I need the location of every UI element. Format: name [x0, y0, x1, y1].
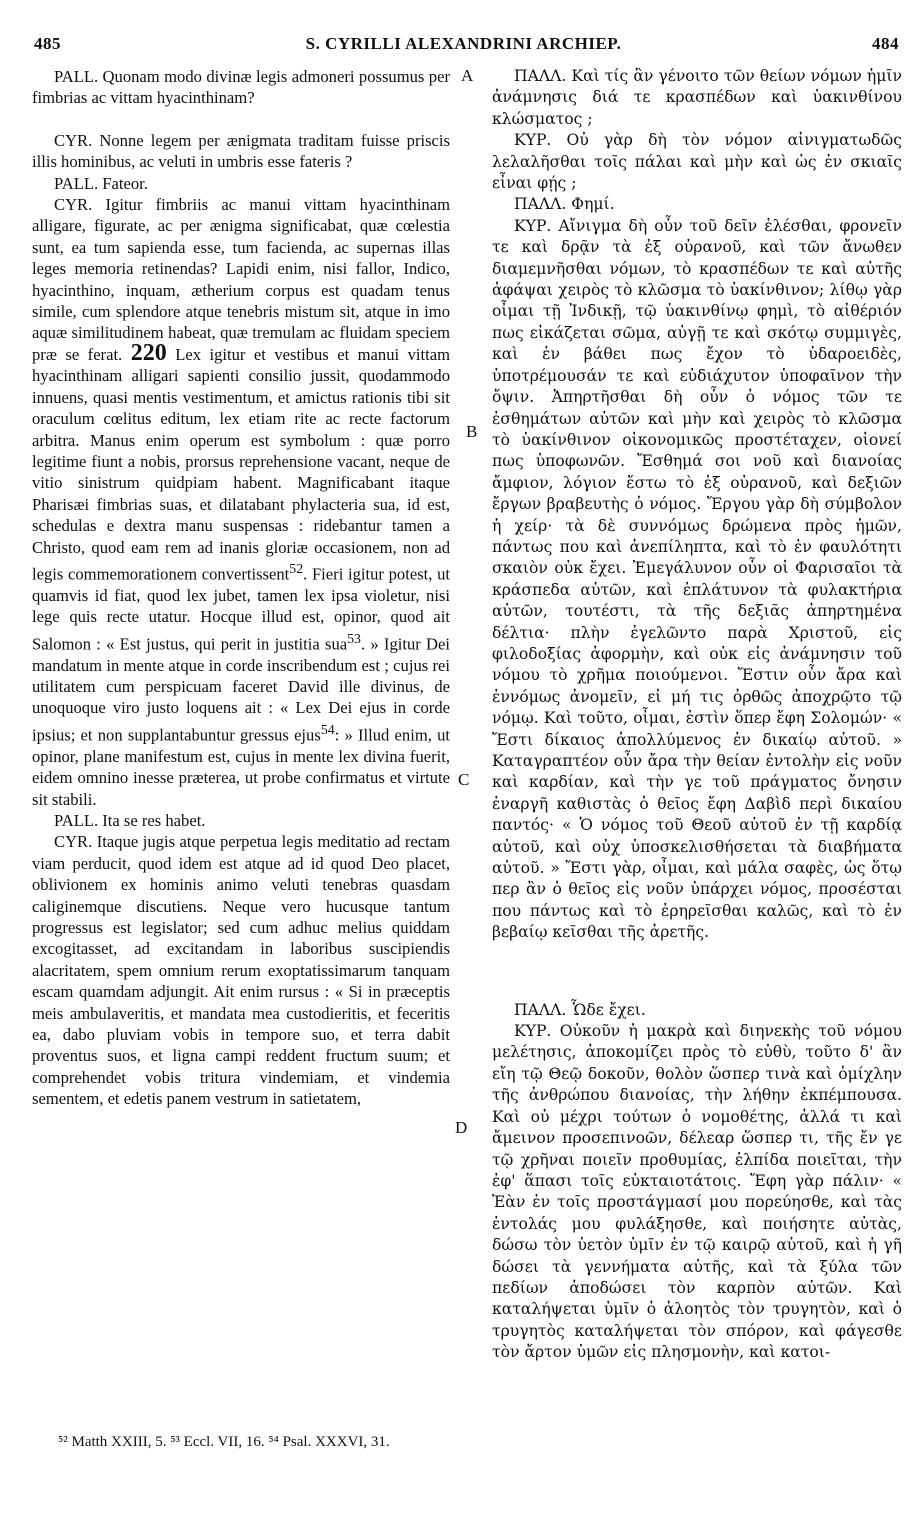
margin-letter-c: C — [458, 770, 470, 789]
latin-cyr-2-part-a: CYR. Igitur fimbriis ac manui vittam hyacinthinam alligare, figurate, ac per ænigma significabat, quæ cœlestia sunt, ea tum sapienda esse, tum facienda, ac supernas illas leges memoria retinendas? Lapidi enim, nisi fallor, Indico, hyacinthino, inquam, ætherium corpus est quadam tenus simile, cum splendore atque tenebris mistum sit, atque in imo aquæ similitudinem habeat, quæ tremulam ac fluidam speciem præ se ferat. — [32, 195, 450, 364]
greek-para-pall-2: ΠΑΛΛ. Φημί. — [514, 195, 615, 214]
footnote-ref-52: 52 — [289, 560, 304, 576]
margin-letter-d: D — [455, 1118, 468, 1137]
margin-letter-a: A — [461, 66, 474, 85]
latin-para-cyr-1: CYR. Nonne legem per ænigmata traditam fuisse priscis illis hominibus, ac veluti in umbris esse fateris ? — [32, 130, 450, 172]
latin-para-pall-3: PALL. Ita se res habet. — [54, 811, 206, 830]
greek-para-pall-3: ΠΑΛΛ. Ὧδε ἔχει. — [514, 1000, 646, 1019]
left-page-number: 485 — [34, 34, 61, 53]
latin-para-cyr-3: CYR. Itaque jugis atque perpetua legis meditatio ad rectam viam perducit, quod idem est atque ad id quod Deo placet, oblivionem ex hominis animo veluti tenebras quasdam caliginemque discutiens. Neque vero hucusque tantum progressus est legislator; sed cum adhuc melius quiddam excogitasset, ad excitandam in laboribus suscipiendis alacritatem, spem omnium rerum exoptatissimarum tanquam escam quamdam adjungit. Ait enim rursus : « Si in præceptis meis ambulaveritis, et mandata mea custodieritis, et feceritis ea, dabo pluviam vobis in tempore suo, et terra dabit proventus suos, et ligna campi reddent fructum suum; et comprehendet vobis tritura vindemiam, et vindemia sementem, et edetis panem vestrum in satietatem, — [32, 832, 450, 1109]
latin-para-pall-2: PALL. Fateor. — [54, 173, 148, 193]
greek-para-cyr-1: ΚΥΡ. Οὐ γὰρ δὴ τὸν νόμον αἰνιγματωδῶς λελαλῆσθαι τοῖς πάλαι καὶ μὴν καὶ ὡς ἐν σκιαῖς εἶναι φῄς ; — [492, 131, 902, 193]
running-header — [28, 34, 899, 60]
latin-para-pall-1: PALL. Quonam modo divinæ legis admoneri possumus per fimbrias ac vittam hyacinthinam? — [32, 67, 450, 108]
right-page-number: 484 — [872, 34, 899, 53]
latin-para-cyr-2 — [32, 194, 450, 810]
footnote-ref-53: 53 — [347, 630, 361, 646]
footnotes: ⁵² Matth XXIII, 5. ⁵³ Eccl. VII, 16. ⁵⁴ Psal. XXXVI, 31. — [58, 1434, 390, 1450]
latin-column — [32, 66, 450, 1110]
greek-column — [492, 66, 902, 1364]
running-title: S. CYRILLI ALEXANDRINI ARCHIEP. — [305, 34, 622, 53]
greek-para-cyr-2: ΚΥΡ. Αἴνιγμα δὴ οὖν τοῦ δεῖν ἑλέσθαι, φρονεῖν τε καὶ δρᾷν τὰ ἐξ οὐρανοῦ, καὶ τῶν ἄνωθεν διαμεμνῆσθαι νόμων, τὸ κρασπέδων τε καὶ αὐτῆς ἀφάψαι χειρὸς τὸ κλῶσμα τὸ ὑακίνθινον; λίθῳ γὰρ οἶμαι τῇ Ἰνδικῇ, τῷ ὑακινθίνῳ φημὶ, τὸ αἰθέριόν πως εἰκάζεται σῶμα, αὐγῇ τε καὶ σκότῳ συμμιγὲς, καὶ ἐν βάθει πως ἔχον τὸ ὑδαροειδὲς, ὑποτρέμουσάν τε καὶ εὐδιάχυτον ὑποφαῖνον τὴν ὄψιν. Ἀπηρτῆσθαι δὴ οὖν ὁ νόμος τῶν τε ἐσθημάτων αὐτῶν καὶ μὴν καὶ χειρὸς τὸ κλῶσμα τὸ ὑακίνθινον οἰκονομικῶς προστέταχεν, οἱονεί πως ὑποφωνῶν. Ἔσθημά σοι νοῦ καὶ διανοίας ἄμφιον, λόγιον ἔστω τὸ ἐξ οὐρανοῦ, καὶ δεξιῶν ἔργων βραβευτὴς ὁ νόμος. Ἔργου γὰρ δὴ σύμβολον ἡ χείρ· τὰ δὲ συννόμως δρώμενα πρὸς ἡμῶν, πάντως που καὶ ἀνεπίληπτα, καὶ τὸ ἐν φαυλότητι σκαιὸν οὐκ ἔχει. Ἐμεγάλυνον οὖν οἱ Φαρισαῖοι τὰ κράσπεδα αὐτῶν, καὶ ἐπλάτυνον τὰ φυλακτήρια αὐτῶν, τουτέστι, τὰ τῆς δεξιᾶς ἀπηρτημένα δέλτια· πλὴν ἐγελῶντο παρὰ Χριστοῦ, εἰς φιλοδοξίας ἀφορμὴν, καὶ οὐκ εἰς ἀνάμνησιν τοῦ νόμου τὸ χρῆμα ποιούμενοι. Ἔστιν οὖν ἄρα καὶ ἐννόμως ἀνομεῖν, εἰ μή τις ὀρθῶς ἀποχρῷτο τῷ νόμῳ. Καὶ τοῦτο, οἶμαι, ἐστὶν ὅπερ ἔφη Σολομών· « Ἔστι δίκαιος ἀπολλύμενος ἐν δικαίῳ αὐτοῦ. » Καταγραπτέον οὖν ἄρα τὴν θείαν ἐντολὴν εἰς νοῦν καὶ καρδίαν, καὶ τὴν γε τοῦ πράγματος ὄνησιν ἐναργῆ καθιστὰς ὁ θεῖος ἔφη Δαβὶδ περὶ δικαίου παντός· « Ὁ νόμος τοῦ Θεοῦ αὐτοῦ ἐν τῇ καρδίᾳ αὐτοῦ, καὶ οὐχ ὑποσκελισθήσεται τὰ διαβήματα αὐτοῦ. » Ἔστι γὰρ, οἶμαι, καὶ μάλα σαφὲς, ὡς ὅτῳ περ ἂν ὁ θεῖος εἰς νοῦν ὑπάρχει νόμος, προσέσται που πάντως καὶ τὸ ἐρηρεῖσθαι καλῶς, καὶ τὸ ἐν βεβαίῳ κεῖσθαι τῆς ἀρετῆς. — [492, 216, 902, 942]
margin-letter-b: B — [466, 422, 478, 441]
footnote-ref-54: 54 — [320, 721, 335, 737]
latin-cyr-2-part-d: . » Igitur Dei mandatum in mente atque in corde inscribendum est ; cujus rei utilitatem cum perspicuam faceret David ille divinus, de unoquoque viro justo loquens ait : « Lex Dei ejus in corde ipsius; et non supplantabuntur gressus ejus — [32, 634, 450, 745]
latin-cyr-2-part-c: . Fieri igitur potest, ut quamvis id fiat, quod lex jubet, tamen lex ipsa violetur, nisi lege quis recte utatur. Hocque illud est, opinor, quod ait Salomon : « Est justus, qui perit in justitia sua — [32, 564, 450, 654]
greek-para-pall-1: ΠΑΛΛ. Καὶ τίς ἂν γένοιτο τῶν θείων νόμων ἡμῖν ἀνάμνησις διά τε κρασπέδων καὶ ὑακινθίνου κλώσματος ; — [492, 67, 902, 128]
column-number-220: 220 — [130, 339, 167, 366]
greek-para-cyr-3: ΚΥΡ. Οὐκοῦν ἡ μακρὰ καὶ διηνεκὴς τοῦ νόμου μελέτησις, ἀποκομίζει πρὸς τὸ εὐθὺ, τοῦτο δ' ἂν εἴη τῷ Θεῷ δοκοῦν, θολὸν ὥσπερ τινὰ καὶ ὁμίχλην τῆς ἀνθρώπου διανοίας, τὴν λήθην ἐκπέμπουσα. Καὶ οὐ μέχρι τούτων ὁ νομοθέτης, ἀλλά τι καὶ ἄμεινον προσεπινοῶν, δέλεαρ ὥσπερ τι, τῆς ἔν γε τῷ χρῆναι ποιεῖν προθυμίας, ἐλπίδα ποιεῖται, τὴν ἐφ' ἅπασι τοῖς εὐκταιοτάτοις. Ἔφη γὰρ πάλιν· « Ἐὰν ἐν τοῖς προστάγμασί μου πορεύησθε, καὶ τὰς ἐντολάς μου φυλάξησθε, καὶ ποιήσητε αὐτὰς, δώσω τὸν ὑετὸν ὑμῖν ἐν τῷ καιρῷ αὐτοῦ, καὶ ἡ γῆ δώσει τὰ γεννήματα αὐτῆς, καὶ τὰ ξύλα τῶν πεδίων ἀποδώσει τὸν καρπὸν αὐτῶν. Καὶ καταλήψεται ὑμῖν ὁ ἀλοητὸς τὸν τρυγητὸν, καὶ ὁ τρυγητὸς καταλήψεται τὸν σπόρον, καὶ φάγεσθε τὸν ἄρτον ὑμῶν εἰς πλησμονὴν, καὶ κατοι- — [492, 1022, 902, 1362]
latin-cyr-2-part-e: : » Illud enim, ut opinor, plane manifestum est, cujus in mente lex divina fuerit, eidem omnino inesse præterea, ut probe confirmatus et virtute sit stabili. — [32, 725, 450, 809]
latin-cyr-2-part-b: Lex igitur et vestibus et manui vittam hyacinthinam alligari sapienti consilio jussit, quodammodo innuens, quasi mentis vestimentum, et amictus rationis tibi sit oraculum cœlitus editum, lex etiam rite ac recte factorum arbitra. Manus enim operum est symbolum : quæ porro legitime fiunt a nobis, prorsus reprehensione vacant, neque de vitio sinistrum quidpiam habent. Magnificabant itaque Pharisæi fimbrias suas, et dilatabant phylacteria sua, id est, schedulas e dextra manu suspensas : ridebantur tamen a Christo, quod eam rem ad inanis gloriæ occasionem, non ad legis commemorationem convertissent — [32, 344, 451, 584]
